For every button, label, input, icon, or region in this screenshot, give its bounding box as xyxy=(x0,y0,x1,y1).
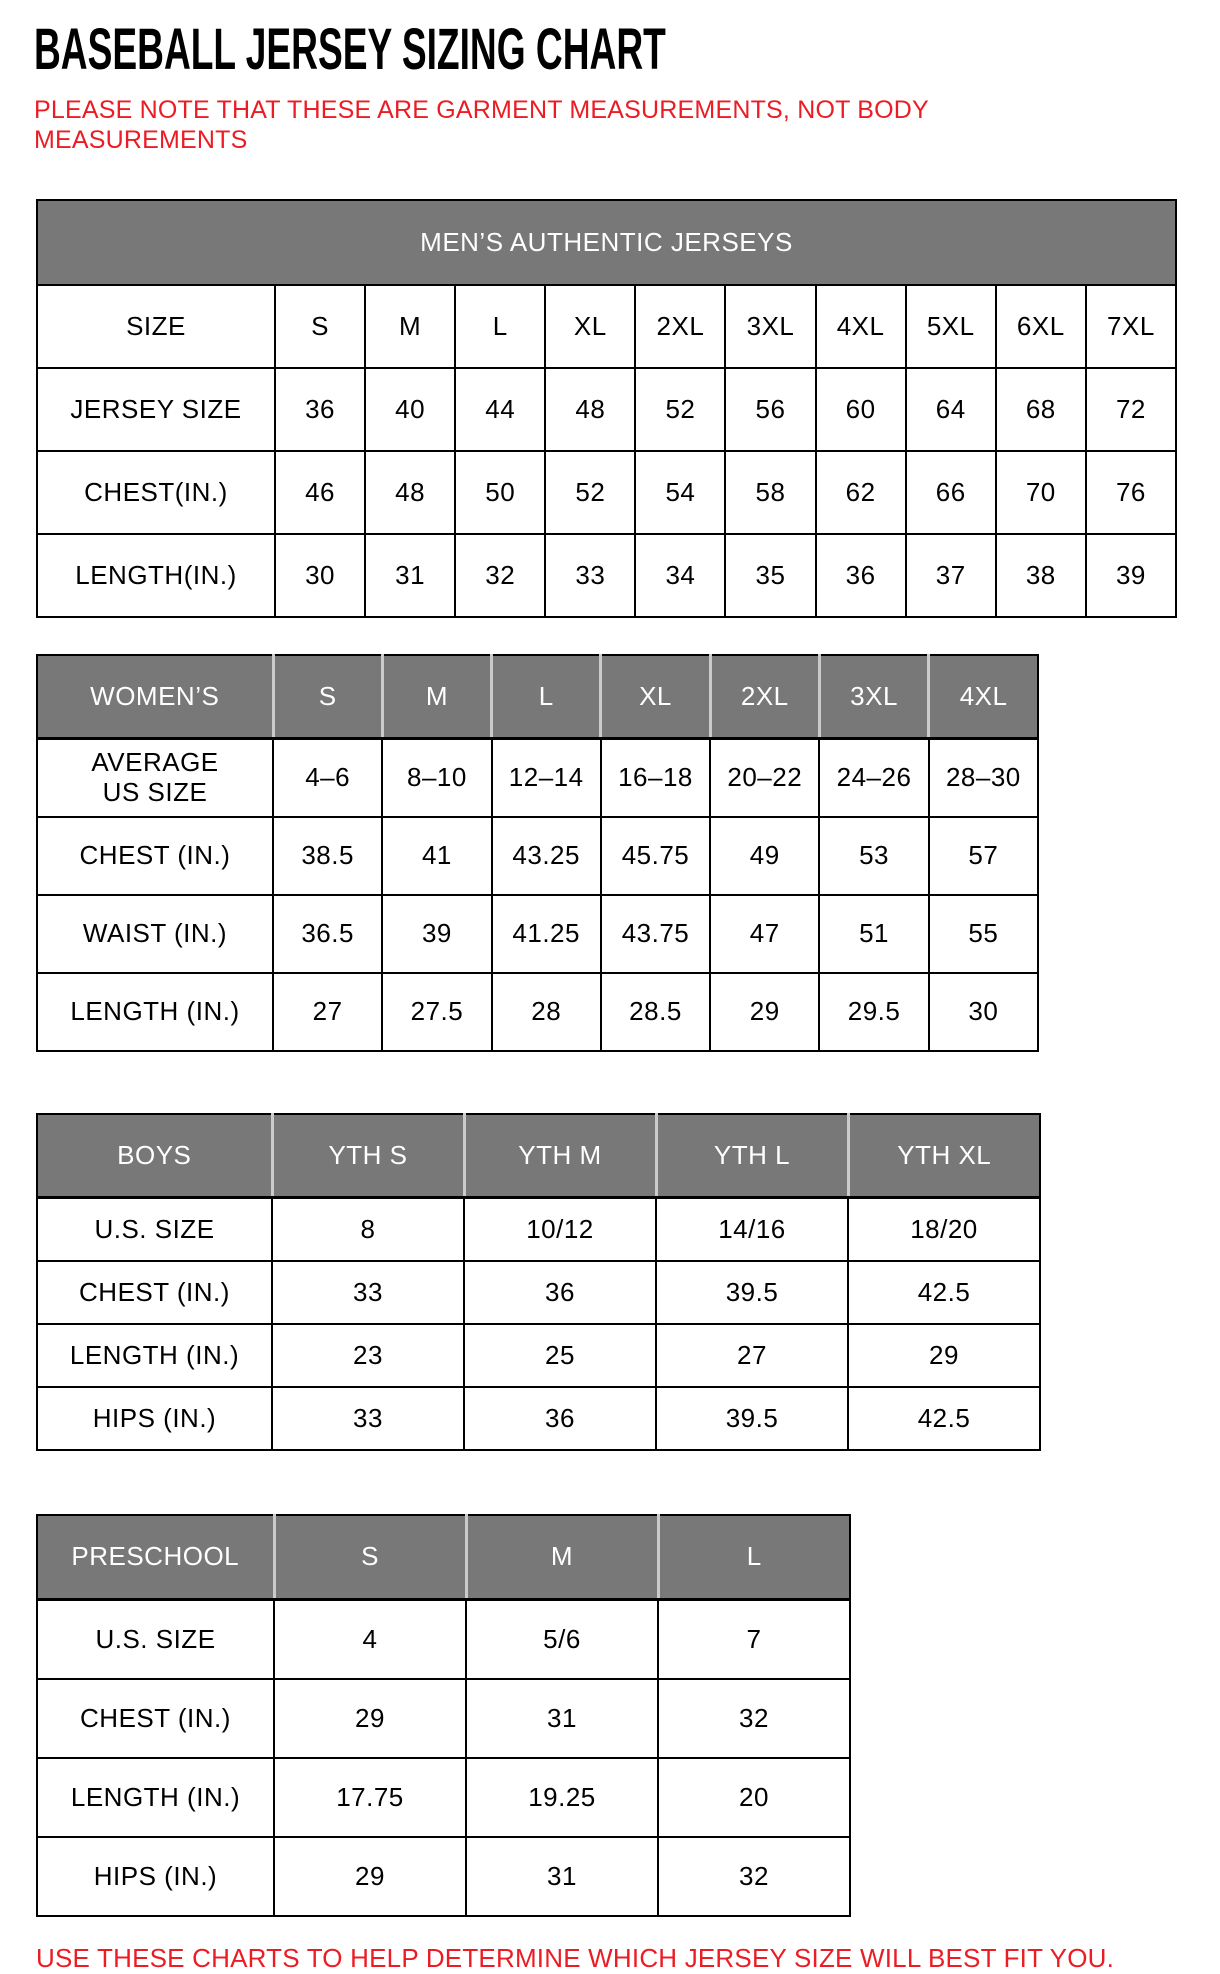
cell: 56 xyxy=(725,368,815,451)
cell: 66 xyxy=(906,451,996,534)
row-label: U.S. SIZE xyxy=(37,1197,272,1261)
womens-waist-row xyxy=(37,895,1038,973)
cell: 32 xyxy=(455,534,545,617)
cell: 39.5 xyxy=(656,1387,848,1450)
cell: 68 xyxy=(996,368,1086,451)
cell: 7XL xyxy=(1086,285,1176,368)
cell: M xyxy=(365,285,455,368)
size-col-header: 3XL xyxy=(819,655,928,739)
cell: 25 xyxy=(464,1324,656,1387)
table-title-cell: WOMEN’S xyxy=(37,655,273,739)
size-col-header: YTH XL xyxy=(848,1114,1040,1198)
cell: 54 xyxy=(635,451,725,534)
cell: 6XL xyxy=(996,285,1086,368)
cell: 40 xyxy=(365,368,455,451)
cell: 29 xyxy=(710,973,819,1051)
boys-hips-row xyxy=(37,1387,1040,1450)
cell: 28 xyxy=(492,973,601,1051)
table-title-cell: PRESCHOOL xyxy=(37,1515,274,1600)
mens-length-row xyxy=(37,534,1176,617)
row-label xyxy=(37,738,273,817)
cell: 52 xyxy=(545,451,635,534)
cell: 12–14 xyxy=(492,738,601,817)
cell: 70 xyxy=(996,451,1086,534)
size-col-header: M xyxy=(466,1515,658,1600)
cell: L xyxy=(455,285,545,368)
size-col-header: YTH M xyxy=(464,1114,656,1198)
cell: 27 xyxy=(273,973,382,1051)
cell: 19.25 xyxy=(466,1758,658,1837)
row-label: WAIST (IN.) xyxy=(37,895,273,973)
cell: 5XL xyxy=(906,285,996,368)
boys-table xyxy=(36,1113,1041,1451)
cell: 30 xyxy=(275,534,365,617)
cell: 47 xyxy=(710,895,819,973)
size-col-header: YTH L xyxy=(656,1114,848,1198)
cell: 44 xyxy=(455,368,545,451)
cell: 28–30 xyxy=(929,738,1038,817)
cell: 52 xyxy=(635,368,725,451)
cell: 23 xyxy=(272,1324,464,1387)
size-col-header: L xyxy=(658,1515,850,1600)
cell: 14/16 xyxy=(656,1197,848,1261)
cell: 76 xyxy=(1086,451,1176,534)
cell: 39.5 xyxy=(656,1261,848,1324)
preschool-header-row xyxy=(37,1515,850,1600)
size-col-header: S xyxy=(273,655,382,739)
size-col-header: M xyxy=(382,655,491,739)
row-label: LENGTH (IN.) xyxy=(37,1758,274,1837)
cell: 50 xyxy=(455,451,545,534)
row-label: HIPS (IN.) xyxy=(37,1387,272,1450)
womens-length-row xyxy=(37,973,1038,1051)
cell: 48 xyxy=(545,368,635,451)
size-col-header: XL xyxy=(601,655,710,739)
cell: 18/20 xyxy=(848,1197,1040,1261)
row-label: JERSEY SIZE xyxy=(37,368,275,451)
cell: 31 xyxy=(365,534,455,617)
row-label: LENGTH (IN.) xyxy=(37,973,273,1051)
cell: 33 xyxy=(272,1387,464,1450)
cell: 32 xyxy=(658,1679,850,1758)
size-col-header: 4XL xyxy=(929,655,1038,739)
cell: 49 xyxy=(710,817,819,895)
cell: 4 xyxy=(274,1599,466,1679)
preschool-table xyxy=(36,1514,851,1917)
cell: 10/12 xyxy=(464,1197,656,1261)
cell: 36 xyxy=(816,534,906,617)
cell: 62 xyxy=(816,451,906,534)
mens-banner-row xyxy=(37,200,1176,285)
preschool-hips-row xyxy=(37,1837,850,1916)
mens-jersey-size-row xyxy=(37,368,1176,451)
page-title-text: BASEBALL JERSEY SIZING CHART xyxy=(34,17,666,82)
cell: 37 xyxy=(906,534,996,617)
row-label: CHEST (IN.) xyxy=(37,1261,272,1324)
cell: 2XL xyxy=(635,285,725,368)
cell: 45.75 xyxy=(601,817,710,895)
cell: 48 xyxy=(365,451,455,534)
row-label: U.S. SIZE xyxy=(37,1599,274,1679)
cell: 30 xyxy=(929,973,1038,1051)
boys-length-row xyxy=(37,1324,1040,1387)
cell: 36 xyxy=(275,368,365,451)
cell: 39 xyxy=(1086,534,1176,617)
cell: 35 xyxy=(725,534,815,617)
cell: 20 xyxy=(658,1758,850,1837)
womens-table xyxy=(36,654,1039,1052)
cell: 8–10 xyxy=(382,738,491,817)
cell: 27 xyxy=(656,1324,848,1387)
mens-banner: MEN’S AUTHENTIC JERSEYS xyxy=(37,200,1176,285)
cell: 38 xyxy=(996,534,1086,617)
boys-chest-row xyxy=(37,1261,1040,1324)
row-label: LENGTH(IN.) xyxy=(37,534,275,617)
row-label: CHEST(IN.) xyxy=(37,451,275,534)
boys-header-row xyxy=(37,1114,1040,1198)
cell: 55 xyxy=(929,895,1038,973)
mens-table xyxy=(36,199,1177,618)
cell: 29 xyxy=(848,1324,1040,1387)
cell: 4–6 xyxy=(273,738,382,817)
cell: 27.5 xyxy=(382,973,491,1051)
preschool-us-size-row xyxy=(37,1599,850,1679)
womens-chest-row xyxy=(37,817,1038,895)
size-col-header: 2XL xyxy=(710,655,819,739)
preschool-chest-row xyxy=(37,1679,850,1758)
cell: 29.5 xyxy=(819,973,928,1051)
cell: 72 xyxy=(1086,368,1176,451)
row-label: LENGTH (IN.) xyxy=(37,1324,272,1387)
cell: 46 xyxy=(275,451,365,534)
cell: S xyxy=(275,285,365,368)
cell: 42.5 xyxy=(848,1261,1040,1324)
mens-size-row xyxy=(37,285,1176,368)
cell: 24–26 xyxy=(819,738,928,817)
cell: 33 xyxy=(272,1261,464,1324)
cell: 7 xyxy=(658,1599,850,1679)
preschool-length-row xyxy=(37,1758,850,1837)
mens-chest-row xyxy=(37,451,1176,534)
cell: 57 xyxy=(929,817,1038,895)
cell: 60 xyxy=(816,368,906,451)
cell: 43.75 xyxy=(601,895,710,973)
cell: 36.5 xyxy=(273,895,382,973)
cell: XL xyxy=(545,285,635,368)
row-label: HIPS (IN.) xyxy=(37,1837,274,1916)
cell: 32 xyxy=(658,1837,850,1916)
row-label: CHEST (IN.) xyxy=(37,1679,274,1758)
cell: 42.5 xyxy=(848,1387,1040,1450)
cell: 5/6 xyxy=(466,1599,658,1679)
cell: 20–22 xyxy=(710,738,819,817)
size-col-header: YTH S xyxy=(272,1114,464,1198)
cell: 31 xyxy=(466,1679,658,1758)
page-title xyxy=(34,17,1200,82)
cell: 36 xyxy=(464,1261,656,1324)
cell: 41.25 xyxy=(492,895,601,973)
cell: 8 xyxy=(272,1197,464,1261)
cell: 29 xyxy=(274,1837,466,1916)
cell: 34 xyxy=(635,534,725,617)
row-label: SIZE xyxy=(37,285,275,368)
cell: 4XL xyxy=(816,285,906,368)
cell: 17.75 xyxy=(274,1758,466,1837)
cell: 58 xyxy=(725,451,815,534)
size-col-header: S xyxy=(274,1515,466,1600)
cell: 33 xyxy=(545,534,635,617)
row-label-text: AVERAGE US SIZE xyxy=(91,746,219,807)
size-col-header: L xyxy=(492,655,601,739)
boys-us-size-row xyxy=(37,1197,1040,1261)
cell: 43.25 xyxy=(492,817,601,895)
cell: 29 xyxy=(274,1679,466,1758)
table-title-cell: BOYS xyxy=(37,1114,272,1198)
fit-advice-footer: USE THESE CHARTS TO HELP DETERMINE WHICH JERSEY SIZE WILL BEST FIT YOU. xyxy=(36,1942,1115,1973)
womens-header-row xyxy=(37,655,1038,739)
garment-measurements-note: PLEASE NOTE THAT THESE ARE GARMENT MEASUREMENTS, NOT BODY MEASUREMENTS xyxy=(34,95,929,154)
cell: 16–18 xyxy=(601,738,710,817)
cell: 28.5 xyxy=(601,973,710,1051)
cell: 3XL xyxy=(725,285,815,368)
cell: 31 xyxy=(466,1837,658,1916)
cell: 64 xyxy=(906,368,996,451)
cell: 38.5 xyxy=(273,817,382,895)
womens-us-size-row xyxy=(37,738,1038,817)
cell: 36 xyxy=(464,1387,656,1450)
cell: 53 xyxy=(819,817,928,895)
cell: 51 xyxy=(819,895,928,973)
cell: 41 xyxy=(382,817,491,895)
row-label: CHEST (IN.) xyxy=(37,817,273,895)
cell: 39 xyxy=(382,895,491,973)
